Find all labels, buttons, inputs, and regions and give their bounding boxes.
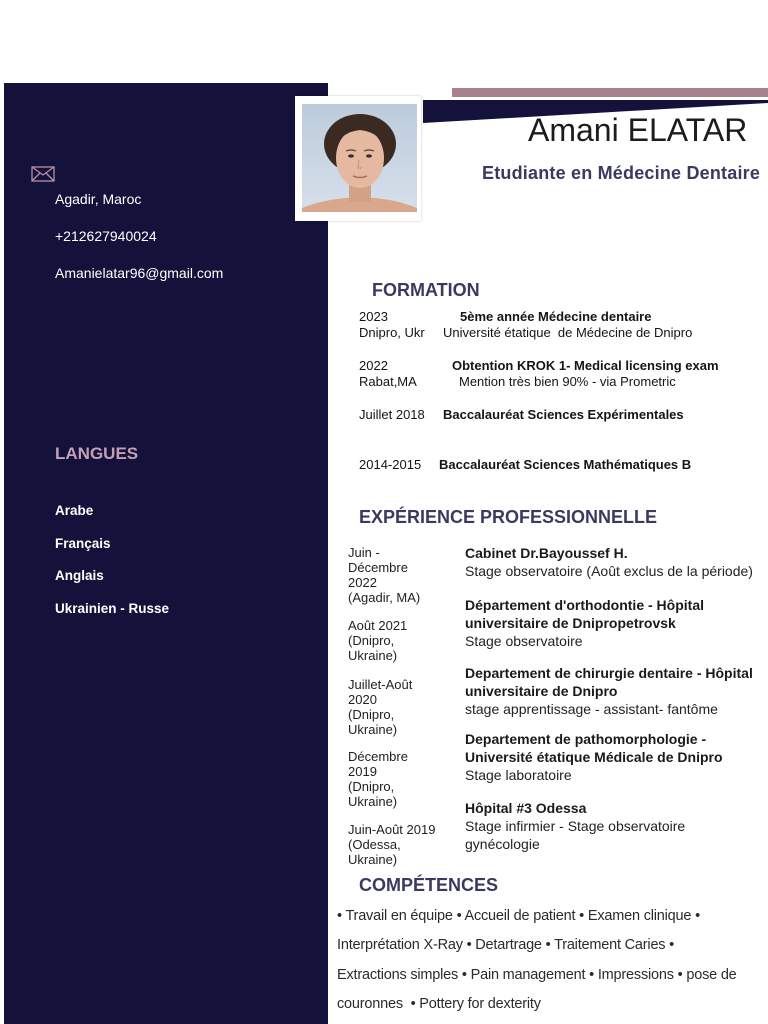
formation-title: Baccalauréat Sciences Mathématiques B bbox=[439, 457, 692, 472]
experience-title: Département d'orthodontie - Hôpital bbox=[465, 597, 704, 613]
experience-title: Departement de chirurgie dentaire - Hôpital bbox=[465, 665, 753, 681]
experience-date bbox=[348, 618, 407, 663]
language-item: Ukrainien - Russe bbox=[55, 601, 170, 616]
formation-detail: Université étatique de Médecine de Dnipro bbox=[443, 325, 693, 340]
experience-date-line: (Odessa, bbox=[348, 837, 401, 852]
experience-date-line: Juillet-Août bbox=[348, 677, 413, 692]
formation-place: Dnipro, Ukr bbox=[359, 325, 425, 340]
profile-photo bbox=[302, 104, 417, 212]
experience-date bbox=[348, 677, 412, 737]
skills-line: Extractions simples • Pain management • Impressions • pose de bbox=[337, 967, 737, 983]
formation-place: Rabat,MA bbox=[359, 374, 417, 389]
skills-line: • Travail en équipe • Accueil de patient • Examen clinique • bbox=[337, 908, 700, 924]
experience-detail: gynécologie bbox=[465, 836, 540, 852]
experience-date-line: 2019 bbox=[348, 764, 377, 779]
contact-location: Agadir, Maroc bbox=[55, 191, 142, 207]
candidate-title: Etudiante en Médecine Dentaire bbox=[482, 163, 761, 183]
skills-line: Interprétation X-Ray • Detartrage • Traitement Caries • bbox=[337, 937, 675, 953]
experience-date-line: (Agadir, MA) bbox=[348, 590, 421, 605]
formation-date: 2022 bbox=[359, 358, 388, 373]
formation-title: Baccalauréat Sciences Expérimentales bbox=[443, 407, 684, 422]
experience-title: Hôpital #3 Odessa bbox=[465, 800, 587, 816]
language-item: Français bbox=[55, 536, 111, 551]
experience-title: Université étatique Médicale de Dnipro bbox=[465, 749, 723, 765]
experience-date-line: Décembre bbox=[348, 749, 408, 764]
experience-entry bbox=[465, 730, 723, 784]
experience-date-line: Ukraine) bbox=[348, 722, 398, 737]
contact-phone: +212627940024 bbox=[55, 228, 157, 244]
experience-date-line: Ukraine) bbox=[348, 648, 398, 663]
experience-date bbox=[348, 822, 435, 867]
experience-title: Cabinet Dr.Bayoussef H. bbox=[465, 545, 628, 561]
experience-date-line: Décembre bbox=[348, 560, 408, 575]
experience-title: universitaire de Dnipro bbox=[465, 683, 618, 699]
experience-title: Departement de pathomorphologie - bbox=[465, 731, 707, 747]
contact-email: Amanielatar96@gmail.com bbox=[55, 265, 224, 281]
experience-entry bbox=[465, 799, 685, 853]
formation-date: 2014-2015 bbox=[359, 457, 422, 472]
experience-heading: EXPÉRIENCE PROFESSIONNELLE bbox=[359, 507, 658, 527]
experience-title: universitaire de Dnipropetrovsk bbox=[465, 615, 676, 631]
experience-date-line: Ukraine) bbox=[348, 794, 398, 809]
envelope-icon bbox=[31, 166, 55, 182]
experience-date bbox=[348, 545, 420, 605]
experience-entry bbox=[465, 544, 753, 580]
skills-line: couronnes • Pottery for dexterity bbox=[337, 996, 541, 1012]
experience-entry bbox=[465, 596, 704, 650]
experience-detail: Stage laboratoire bbox=[465, 767, 572, 783]
formation-date: Juillet 2018 bbox=[359, 407, 425, 422]
language-item: Anglais bbox=[55, 568, 104, 583]
experience-date-line: Ukraine) bbox=[348, 852, 398, 867]
experience-date-line: Août 2021 bbox=[348, 618, 408, 633]
experience-date bbox=[348, 749, 408, 809]
experience-entry bbox=[465, 664, 753, 718]
header-accent-bar bbox=[452, 88, 768, 97]
experience-date-line: 2020 bbox=[348, 692, 377, 707]
language-item: Arabe bbox=[55, 503, 94, 518]
experience-date-line: (Dnipro, bbox=[348, 633, 395, 648]
experience-detail: Stage infirmier - Stage observatoire bbox=[465, 818, 686, 834]
formation-title: Obtention KROK 1- Medical licensing exam bbox=[452, 358, 719, 373]
photo-frame bbox=[295, 96, 421, 221]
candidate-name: Amani ELATAR bbox=[528, 112, 748, 148]
experience-detail: Stage observatoire bbox=[465, 633, 583, 649]
languages-heading: LANGUES bbox=[55, 444, 139, 463]
formation-title: 5ème année Médecine dentaire bbox=[460, 309, 652, 324]
formation-heading: FORMATION bbox=[372, 280, 480, 300]
experience-date-line: (Dnipro, bbox=[348, 707, 395, 722]
skills-heading: COMPÉTENCES bbox=[359, 875, 499, 895]
experience-date-line: 2022 bbox=[348, 575, 377, 590]
experience-date-line: Juin - bbox=[348, 545, 380, 560]
formation-detail: Mention très bien 90% - via Prometric bbox=[459, 374, 676, 389]
experience-detail: Stage observatoire (Août exclus de la période) bbox=[465, 563, 753, 579]
formation-date: 2023 bbox=[359, 309, 388, 324]
experience-detail: stage apprentissage - assistant- fantôme bbox=[465, 701, 718, 717]
experience-date-line: (Dnipro, bbox=[348, 779, 395, 794]
experience-date-line: Juin-Août 2019 bbox=[348, 822, 436, 837]
sidebar bbox=[4, 83, 328, 1024]
